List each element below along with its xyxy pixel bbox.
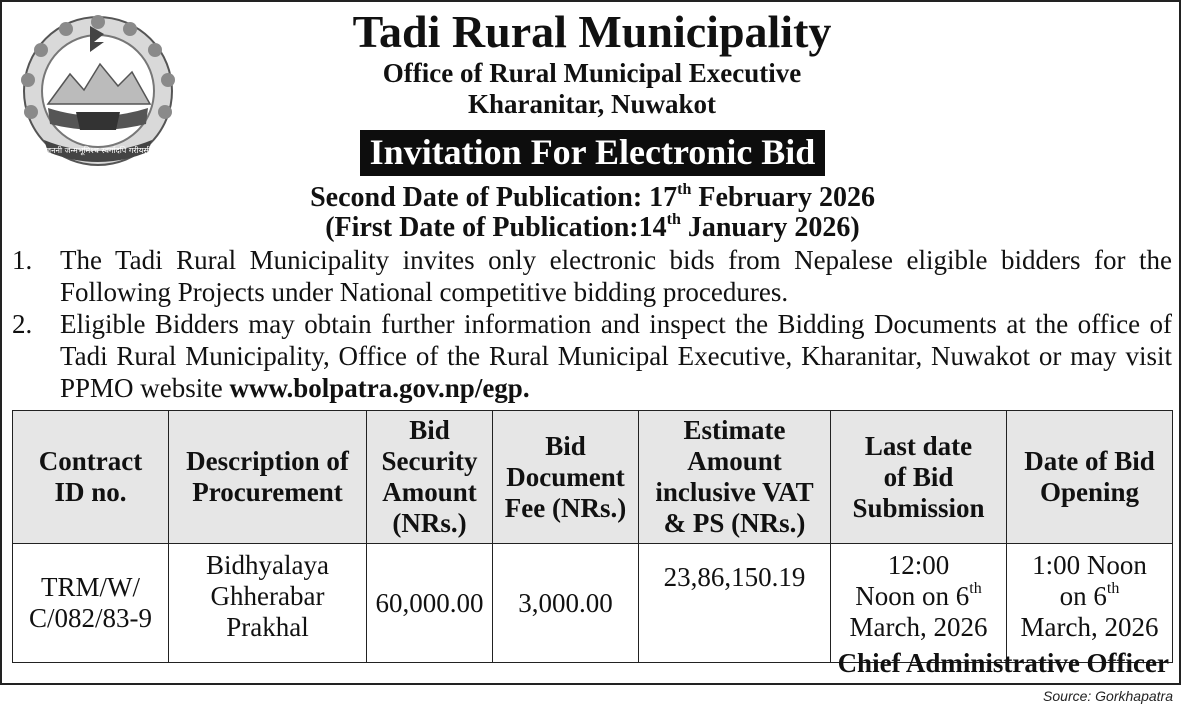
header-opening: Date of Bid Opening xyxy=(1007,411,1173,544)
paragraph-1 xyxy=(12,244,1172,308)
second-publication-date xyxy=(2,180,1181,213)
procurement-table xyxy=(12,410,1173,663)
cell-contract-id: TRM/W/ C/082/83-9 xyxy=(13,544,169,663)
cell-last-date: 12:00 Noon on 6th March, 2026 xyxy=(831,544,1007,663)
office-name: Office of Rural Municipal Executive xyxy=(382,58,802,88)
header-contract-id: Contract ID no. xyxy=(13,411,169,544)
second-publication-sup: th xyxy=(677,180,692,198)
cell-bid-fee: 3,000.00 xyxy=(493,544,639,663)
paragraph-2 xyxy=(12,308,1172,404)
first-publication-sup: th xyxy=(666,210,681,228)
header-last-date: Last date of Bid Submission xyxy=(831,411,1007,544)
signer-title: Chief Administrative Officer xyxy=(837,648,1169,678)
second-publication-prefix: Second Date of Publication: 17 xyxy=(310,182,678,213)
cell-estimate: 23,86,150.19 xyxy=(639,544,831,663)
second-publication-suffix: February 2026 xyxy=(691,182,875,213)
municipality-title: Tadi Rural Municipality xyxy=(352,6,832,57)
paragraph-number: 1. xyxy=(12,245,33,275)
first-publication-prefix: (First Date of Publication:14 xyxy=(325,212,667,243)
header-bid-security: Bid Security Amount (NRs.) xyxy=(367,411,493,544)
table-header-row xyxy=(13,411,1173,544)
banner-row xyxy=(2,130,1181,176)
first-publication-suffix: January 2026) xyxy=(680,212,860,243)
header-description: Description of Procurement xyxy=(169,411,367,544)
table-row xyxy=(13,544,1173,663)
emblem-motto: जननी जन्मभूमिश्च स्वर्गादपि गरीयसी xyxy=(45,146,151,155)
paragraph-text xyxy=(60,308,1172,404)
source-credit: Source: Gorkhapatra xyxy=(1043,688,1173,704)
paragraph-body: Eligible Bidders may obtain further information and inspect the Bidding Documents at the office of Tadi Rural Municipality, Office of the Rural Municipal Executive, Kharanitar, Nuwakot or may visit PPMO website xyxy=(60,309,1172,403)
header-bid-fee: Bid Document Fee (NRs.) xyxy=(493,411,639,544)
notice-banner: Invitation For Electronic Bid xyxy=(360,130,826,176)
cell-description: Bidhyalaya Ghherabar Prakhal xyxy=(169,544,367,663)
office-location: Kharanitar, Nuwakot xyxy=(467,89,717,119)
paragraph-text: The Tadi Rural Municipality invites only electronic bids from Nepalese eligible bidders for the Following Projects under National competitive bidding procedures. xyxy=(60,245,1172,307)
first-publication-date xyxy=(2,210,1181,243)
ppmo-website-link[interactable]: www.bolpatra.gov.np/egp. xyxy=(229,373,530,403)
cell-bid-security: 60,000.00 xyxy=(367,544,493,663)
header-estimate: Estimate Amount inclusive VAT & PS (NRs.) xyxy=(639,411,831,544)
paragraph-number: 2. xyxy=(12,309,33,339)
cell-opening: 1:00 Noon on 6th March, 2026 xyxy=(1007,544,1173,663)
